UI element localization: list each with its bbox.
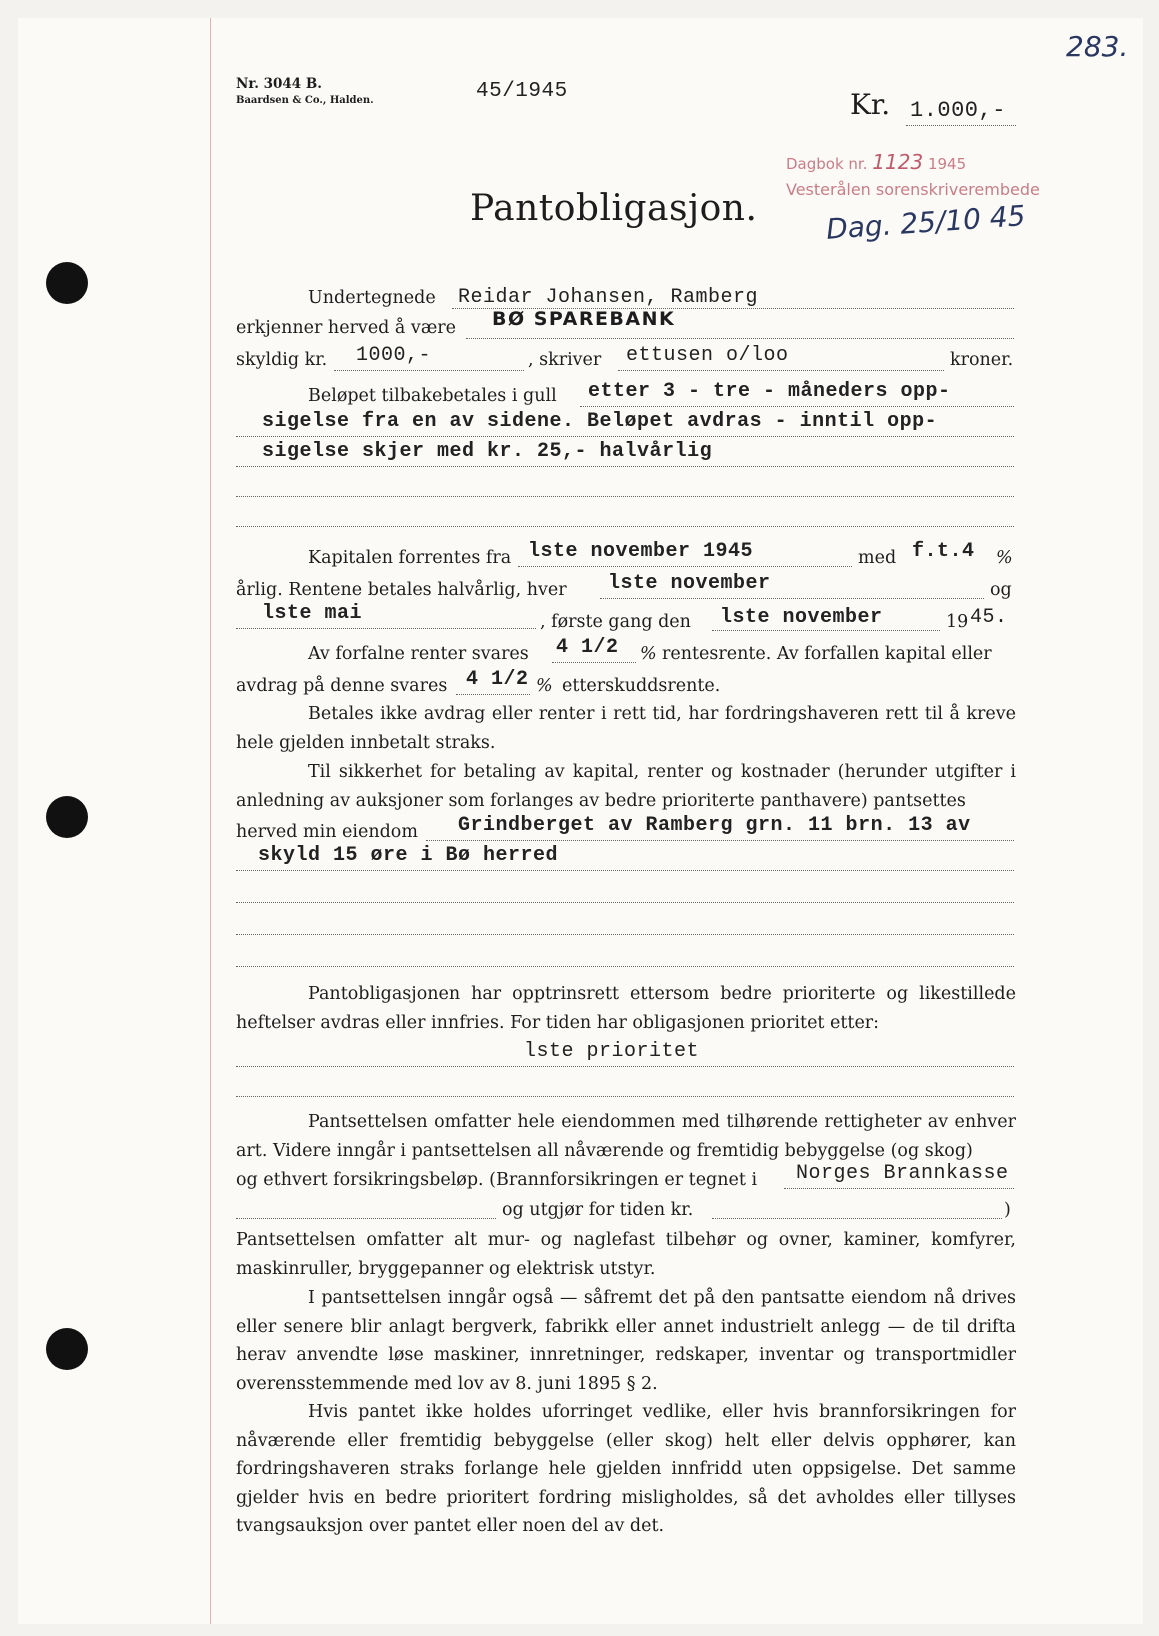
- forste-value: lste november: [720, 606, 883, 629]
- prioritet-line-1: [236, 1066, 1014, 1067]
- year-prefix: 19: [946, 612, 969, 632]
- stamp-label: Dagbok nr.: [786, 155, 868, 173]
- case-number: 45/1945: [476, 80, 568, 103]
- avdrag-percent: %: [536, 676, 553, 696]
- stamp-office: Vesterålen sorenskriverembede: [786, 180, 1040, 199]
- utgjor-line-2: [712, 1218, 1002, 1219]
- kapitalen-line: [518, 566, 852, 567]
- stamp-year: 1945: [927, 155, 967, 173]
- herved-line-4: [236, 934, 1014, 935]
- bergverk-paragraph: I pantsettelsen inngår også — såfremt det på den pantsatte eiendom nå drives eller senere blir anlagt bergverk, fabrikk eller annet industrielt anlegg — de til drifta herav anvendte løse maskiner, innretninger, redskaper, inventar og transportmidler overensstemmende med lov av 8. juni 1895 § 2.: [236, 1288, 1016, 1394]
- punch-hole-top: [46, 262, 88, 304]
- og-label: og: [990, 580, 1012, 600]
- skyldig-value: 1000,-: [356, 344, 432, 367]
- skriver-value: ettusen o/loo: [626, 344, 789, 367]
- belopet-line-5: [236, 526, 1014, 527]
- av-value: 4 1/2: [556, 636, 619, 659]
- forste-label: , første gang den: [540, 612, 691, 632]
- amount-underline: [906, 125, 1016, 126]
- handwritten-date: Dag. 25/10 45: [825, 199, 1027, 246]
- utgjor-label: og utgjør for tiden kr.: [502, 1200, 694, 1220]
- forste-line: [712, 630, 940, 631]
- til-sikkerhet-paragraph: Til sikkerhet for betaling av kapital, renter og kostnader (herunder utgifter i anledning av auksjoner som forlanges av bedre prioriterte panthavere) pantsettes: [236, 762, 1016, 811]
- prioritet-value: lste prioritet: [524, 1040, 700, 1063]
- forsikring-label: og ethvert forsikringsbeløp. (Brannforsikringen er tegnet i: [236, 1170, 758, 1190]
- erkjenner-value: BØ SPAREBANK: [492, 308, 676, 330]
- pantsettelsen-paragraph-1: Pantsettelsen omfatter hele eiendommen med tilhørende rettigheter av enhver art. Videre inngår i pantsettelsen all nåværende og fremtidig bebyggelse (og skog): [236, 1112, 1016, 1161]
- utgjor-line-1: [236, 1218, 496, 1219]
- journal-stamp: [786, 150, 966, 174]
- forsikring-value: Norges Brannkasse: [796, 1162, 1009, 1185]
- herved-value-2: skyld 15 øre i Bø herred: [258, 844, 559, 867]
- kroner-label: kroner.: [950, 350, 1014, 370]
- undertegnede-value: Reidar Johansen, Ramberg: [458, 286, 759, 309]
- punch-hole-bottom: [46, 1328, 88, 1370]
- opptrinsrett-paragraph: Pantobligasjonen har opptrinsrett ettersom bedre prioriterte og likestillede heftelser avdras eller innfries. For tiden har obligasjonen prioritet etter:: [236, 984, 1016, 1033]
- hvis-paragraph: Hvis pantet ikke holdes uforringet vedlike, eller hvis brannforsikringen for nåværende eller fremtidig bebyggelse (eller skog) helt eller delvis opphører, kan fordringshaveren straks forlange hele gjelden innfridd uten oppsigelse. Det samme gjelder hvis en bedre prioritert fordring misligholdes, så det avholdes eller tillyses tvangsauksjon over pantet eller noen del av det.: [236, 1402, 1016, 1536]
- stamp-number: 1123: [872, 150, 924, 174]
- year-suffix: 45.: [970, 606, 1008, 629]
- belopet-value-2: sigelse fra en av sidene. Beløpet avdras - inntil opp-: [262, 410, 938, 433]
- med-percent: %: [996, 548, 1013, 568]
- skriver-label: , skriver: [528, 350, 602, 370]
- arlig-value: lste november: [608, 572, 771, 595]
- document-title: Pantobligasjon.: [470, 188, 758, 229]
- belopet-line-2: [236, 436, 1014, 437]
- printer-name: Baardsen & Co., Halden.: [236, 95, 374, 106]
- av-label: Av forfalne renter svares: [308, 644, 529, 664]
- avdrag-line: [456, 694, 530, 695]
- form-number: Nr. 3044 B.: [236, 76, 322, 92]
- belopet-label: Beløpet tilbakebetales i gull: [308, 386, 557, 406]
- rentesrente-label: rentesrente. Av forfallen kapital eller: [662, 644, 992, 664]
- etterskudd-label: etterskuddsrente.: [562, 676, 721, 696]
- arlig-line: [600, 598, 984, 599]
- amount-value: 1.000,-: [910, 98, 1006, 123]
- avdrag-label: avdrag på denne svares: [236, 676, 448, 696]
- mai-value: lste mai: [262, 602, 363, 625]
- skyldig-label: skyldig kr.: [236, 350, 328, 370]
- margin-line: [210, 18, 211, 1624]
- belopet-line-4: [236, 496, 1014, 497]
- belopet-line-1: [580, 406, 1014, 407]
- amount-label: Kr.: [850, 88, 891, 121]
- mai-line: [236, 628, 536, 629]
- kapitalen-label: Kapitalen forrentes fra: [308, 548, 512, 568]
- herved-line-1: [426, 840, 1014, 841]
- avdrag-value: 4 1/2: [466, 668, 529, 691]
- close-paren: ): [1004, 1200, 1011, 1220]
- betales-paragraph: Betales ikke avdrag eller renter i rett tid, har fordringshaveren rett til å kreve hele gjelden innbetalt straks.: [236, 704, 1016, 753]
- skriver-line: [618, 370, 944, 371]
- av-percent: %: [640, 644, 657, 664]
- undertegnede-label: Undertegnede: [308, 288, 436, 308]
- med-value: f.t.4: [912, 540, 975, 563]
- punch-hole-middle: [46, 796, 88, 838]
- kapitalen-value: lste november 1945: [528, 540, 754, 563]
- erkjenner-line: [466, 338, 1014, 339]
- belopet-value-3: sigelse skjer med kr. 25,- halvårlig: [262, 440, 713, 463]
- belopet-line-3: [236, 466, 1014, 467]
- herved-line-2: [236, 870, 1014, 871]
- prioritet-line-2: [236, 1096, 1014, 1097]
- herved-value-1: Grindberget av Ramberg grn. 11 brn. 13 av: [458, 814, 971, 837]
- belopet-value-1: etter 3 - tre - måneders opp-: [588, 380, 951, 403]
- av-line: [552, 662, 636, 663]
- page-number: 283.: [1066, 30, 1129, 63]
- skyldig-line: [334, 370, 524, 371]
- forsikring-line: [784, 1188, 1014, 1189]
- pantsettelsen-paragraph-2: Pantsettelsen omfatter alt mur- og naglefast tilbehør og ovner, kaminer, komfyrer, maskinruller, bryggepanner og elektrisk utstyr.: [236, 1230, 1016, 1279]
- herved-line-3: [236, 902, 1014, 903]
- herved-line-5: [236, 966, 1014, 967]
- med-label: med: [858, 548, 897, 568]
- arlig-label: årlig. Rentene betales halvårlig, hver: [236, 580, 567, 600]
- herved-label: herved min eiendom: [236, 822, 418, 842]
- erkjenner-label: erkjenner herved å være: [236, 318, 456, 338]
